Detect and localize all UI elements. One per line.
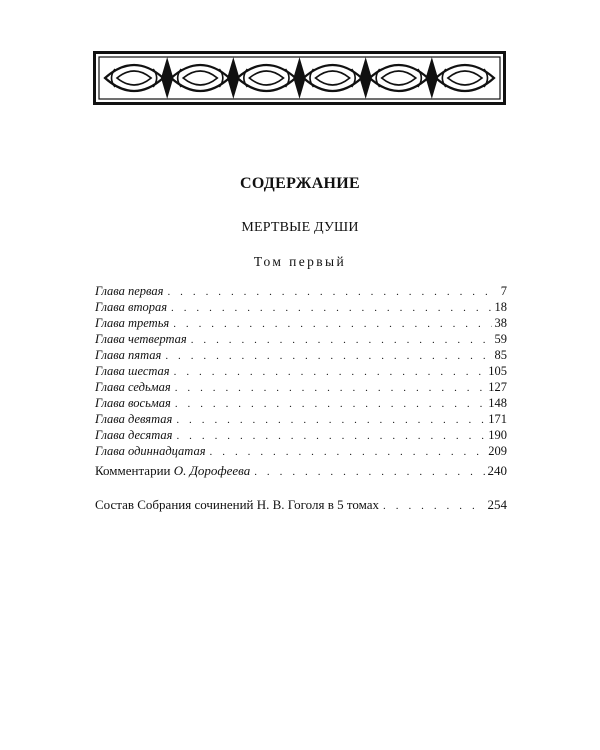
contents-heading: СОДЕРЖАНИЕ xyxy=(239,175,361,192)
toc-row[interactable] xyxy=(95,463,507,479)
ornament-inner-lens xyxy=(117,71,151,85)
toc-page-number: 18 xyxy=(494,300,507,314)
dot-leader xyxy=(175,396,485,412)
dot-leader xyxy=(210,444,486,460)
ornament-lens xyxy=(370,65,428,91)
chapter-list xyxy=(95,283,507,459)
volume-title: Том первый xyxy=(253,254,347,269)
toc-page-number: 38 xyxy=(494,316,507,330)
toc-row[interactable] xyxy=(95,427,507,443)
toc-page-number: 105 xyxy=(488,364,507,378)
toc-entry-title: Глава пятая xyxy=(95,348,162,362)
dot-leader xyxy=(173,316,491,332)
dot-leader xyxy=(176,428,485,444)
ornament-lens xyxy=(171,65,229,91)
toc-entry-title: Глава одиннадцатая xyxy=(95,444,206,458)
toc-entry-title: Глава четвертая xyxy=(95,332,187,346)
toc-row[interactable] xyxy=(95,283,507,299)
toc-row[interactable] xyxy=(95,347,507,363)
toc-page-number: 190 xyxy=(488,428,507,442)
dot-leader xyxy=(167,284,497,300)
toc-page-number: 59 xyxy=(494,332,507,346)
ornament-lens xyxy=(304,65,362,91)
commentary-author: О. Дорофеева xyxy=(173,463,251,478)
ornament-lens xyxy=(237,65,295,91)
toc-page-number: 209 xyxy=(488,444,507,458)
toc-row[interactable] xyxy=(95,299,507,315)
toc-page-number: 148 xyxy=(488,396,507,410)
toc-entry-title: Глава третья xyxy=(95,316,170,330)
toc-page-number: 127 xyxy=(488,380,507,394)
ornament-lens xyxy=(436,65,494,91)
dot-leader xyxy=(165,348,491,364)
ornament-inner-lens xyxy=(316,71,350,85)
commentary-entry xyxy=(95,463,507,479)
toc-row[interactable] xyxy=(95,379,507,395)
toc-row[interactable] xyxy=(95,443,507,459)
dot-leader xyxy=(176,412,485,428)
toc-entry-title: Состав Собрания сочинений Н. В. Гоголя в 5 томах xyxy=(95,497,380,512)
commentary-label: Комментарии xyxy=(95,463,171,478)
toc-page-number: 254 xyxy=(487,497,507,512)
work-title: МЕРТВЫЕ ДУШИ xyxy=(241,220,359,235)
dot-leader xyxy=(254,464,484,480)
ornament-lens xyxy=(105,65,163,91)
dot-leader xyxy=(171,300,491,316)
toc-page-number: 240 xyxy=(487,463,507,478)
ornament-inner-lens xyxy=(448,71,482,85)
toc-entry-title: Глава девятая xyxy=(95,412,173,426)
toc-page-number: 171 xyxy=(488,412,507,426)
toc-row[interactable] xyxy=(95,331,507,347)
toc-entry-title: Глава первая xyxy=(95,284,164,298)
toc-row[interactable] xyxy=(95,411,507,427)
dot-leader xyxy=(175,380,486,396)
dot-leader xyxy=(383,498,484,514)
toc-entry-title: Глава восьмая xyxy=(95,396,171,410)
toc-page-number: 7 xyxy=(500,284,507,298)
toc-entry-title: Глава вторая xyxy=(95,300,168,314)
ornament-inner-lens xyxy=(382,71,416,85)
toc-entry-title xyxy=(95,463,254,479)
collection-entry xyxy=(95,497,507,513)
toc-entry-title: Глава шестая xyxy=(95,364,170,378)
toc-entry-title: Глава седьмая xyxy=(95,380,171,394)
toc-row[interactable] xyxy=(95,315,507,331)
toc-row[interactable] xyxy=(95,363,507,379)
dot-leader xyxy=(191,332,492,348)
toc-page-number: 85 xyxy=(494,348,507,362)
ornament-inner-lens xyxy=(249,71,283,85)
decorative-ornament-border xyxy=(93,51,506,105)
ornament-inner-lens xyxy=(183,71,217,85)
toc-entry-title: Глава десятая xyxy=(95,428,173,442)
dot-leader xyxy=(174,364,486,380)
toc-row[interactable] xyxy=(95,395,507,411)
toc-row[interactable] xyxy=(95,497,507,513)
